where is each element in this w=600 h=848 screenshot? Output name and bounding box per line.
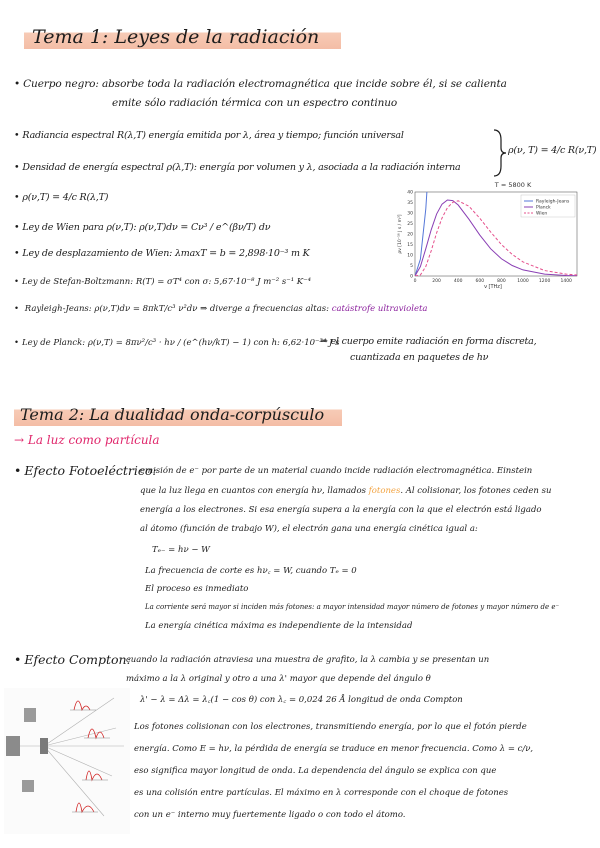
foto-line-7: El proceso es inmediato	[145, 584, 249, 594]
legend-label: Wien	[536, 211, 548, 217]
compton-line-3: λ' − λ = Δλ = λ꜀(1 − cos θ) con λ꜀ = 0,024 26 Å longitud de onda Compton	[140, 695, 463, 705]
legend-label: Rayleigh-Jeans	[536, 199, 570, 205]
chart-y-tick-label: 30	[407, 211, 413, 217]
chart-ylabel: ρν [10⁻¹⁶ J s / m³]	[398, 214, 403, 254]
rayleigh-text: Rayleigh-Jeans: ρ(ν,T)dν = 8πkT/c³ ν²dν ⇒ diverge a frecuencias altas:	[24, 304, 329, 314]
ley-wien-line: • Ley de Wien para ρ(ν,T): ρ(ν,T)dν = Cν³ / e^(βν/T) dν	[14, 222, 270, 233]
chart-x-tick-label: 400	[453, 279, 463, 284]
chart-y-tick-label: 20	[407, 232, 413, 238]
curly-brace	[492, 128, 508, 178]
foto-line-4: al átomo (función de trabajo W), el electrón gana una energía cinética igual a:	[140, 524, 478, 534]
compton-line-1: cuando la radiación atraviesa una muestra de grafito, la λ cambia y se presentan un	[126, 655, 490, 665]
compton-line-8: con un e⁻ interno muy fuertemente ligado o con todo el átomo.	[134, 810, 406, 820]
fotones-highlight: fotones	[368, 486, 401, 496]
chart-legend	[521, 195, 575, 217]
planck-note-1: ⇒ el cuerpo emite radiación en forma discreta,	[320, 336, 537, 347]
rho-relation: • ρ(ν,T) = 4/c R(λ,T)	[14, 192, 108, 203]
rayleigh-line	[14, 304, 427, 314]
chart-x-tick-label: 800	[497, 279, 506, 284]
efecto-fotoelectrico-label: • Efecto Fotoeléctrico:	[14, 463, 157, 478]
foto-line-2a: que la luz llega en cuantos con energía hν, llamados	[140, 486, 366, 496]
compton-diagram-image	[4, 688, 130, 834]
chart-x-tick-label: 1200	[538, 279, 551, 284]
ley-stefan-line: • Ley de Stefan-Boltzmann: R(T) = σT⁴ con σ: 5,67·10⁻⁸ J m⁻² s⁻¹ K⁻⁴	[14, 277, 311, 287]
luz-particula-subtitle: → La luz como partícula	[14, 433, 160, 447]
foto-line-6: La frecuencia de corte es hν꜀ = W, cuando Tₑ = 0	[145, 566, 357, 576]
chart-x-tick-label: 0	[413, 279, 417, 284]
foto-line-2	[140, 486, 551, 496]
legend-label: Planck	[536, 205, 551, 211]
ley-planck-line: • Ley de Planck: ρ(ν,T) = 8πν²/c³ · hν / (e^(hν/kT) − 1) con h: 6,62·10⁻³⁴ J s	[14, 338, 340, 348]
chart-x-tick-label: 600	[475, 279, 485, 284]
chart-xlabel: ν [THz]	[484, 284, 502, 290]
chart-x-tick-label: 1000	[517, 279, 529, 284]
tema2-title: Tema 2: La dualidad onda-corpúsculo	[14, 404, 342, 427]
chart-y-tick-label: 35	[407, 201, 413, 206]
radiancia-line: • Radiancia espectral R(λ,T) energía emitida por λ, área y tiempo; función universal	[14, 130, 404, 141]
compton-line-7: es una colisión entre partículas. El máximo en λ corresponde con el choque de fotones	[134, 788, 509, 798]
compton-line-6: eso significa mayor longitud de onda. La dependencia del ángulo se explica con que	[134, 766, 497, 776]
catastrofe-ultravioleta: catástrofe ultravioleta	[331, 304, 428, 314]
cuerpo-negro-line-1: • Cuerpo negro: absorbe toda la radiación electromagnética que incide sobre él, si se calienta	[14, 78, 507, 90]
planck-note-2: cuantizada en paquetes de hν	[350, 352, 489, 363]
chart-y-tick-label: 5	[410, 264, 413, 269]
chart-y-tick-label: 15	[407, 243, 413, 248]
foto-line-3: energía a los electrones. Si esa energía supera a la energía con la que el electrón está ligado	[140, 505, 542, 515]
chart-x-tick-label: 200	[432, 279, 441, 284]
foto-line-5: Tₑ₋ = hν − W	[152, 545, 210, 555]
foto-line-1: emisión de e⁻ por parte de un material cuando incide radiación electromagnética. Einstein	[140, 466, 533, 476]
foto-line-2b: . Al colisionar, los fotones ceden su	[400, 486, 552, 496]
compton-line-4: Los fotones colisionan con los electrones, transmitiendo energía, por lo que el fotón pierde	[134, 722, 527, 732]
compton-line-5: energía. Como E = hν, la pérdida de energía se traduce en menor frecuencia. Como λ = c/ν,	[134, 744, 534, 754]
efecto-compton-label: • Efecto Compton:	[14, 652, 131, 667]
chart-title: T = 5800 K	[494, 181, 532, 189]
brace-formula: ρ(ν, T) = 4/c R(ν,T)	[508, 145, 597, 156]
chart-y-tick-label: 40	[407, 190, 413, 196]
radiation-chart	[395, 178, 585, 290]
chart-y-tick-label: 10	[407, 253, 413, 259]
ley-desplazamiento-line: • Ley de desplazamiento de Wien: λmaxT = b = 2,898·10⁻³ m K	[14, 248, 309, 259]
densidad-line: • Densidad de energía espectral ρ(λ,T): energía por volumen y λ, asociada a la radiación interna	[14, 162, 460, 173]
tema1-title: Tema 1: Leyes de la radiación	[24, 24, 341, 52]
chart-y-tick-label: 25	[407, 222, 413, 227]
chart-y-tick-label: 0	[410, 274, 413, 280]
compton-line-2: máximo a la λ original y otro a una λ' mayor que depende del ángulo θ	[126, 674, 431, 684]
foto-line-9: La energía cinética máxima es independiente de la intensidad	[145, 621, 413, 631]
cuerpo-negro-line-2: emite sólo radiación térmica con un espectro continuo	[112, 97, 398, 109]
chart-x-tick-label: 1400	[560, 279, 572, 284]
foto-line-8: La corriente será mayor si inciden más fotones: a mayor intensidad mayor número de fotones y mayor número de e⁻	[145, 603, 560, 611]
